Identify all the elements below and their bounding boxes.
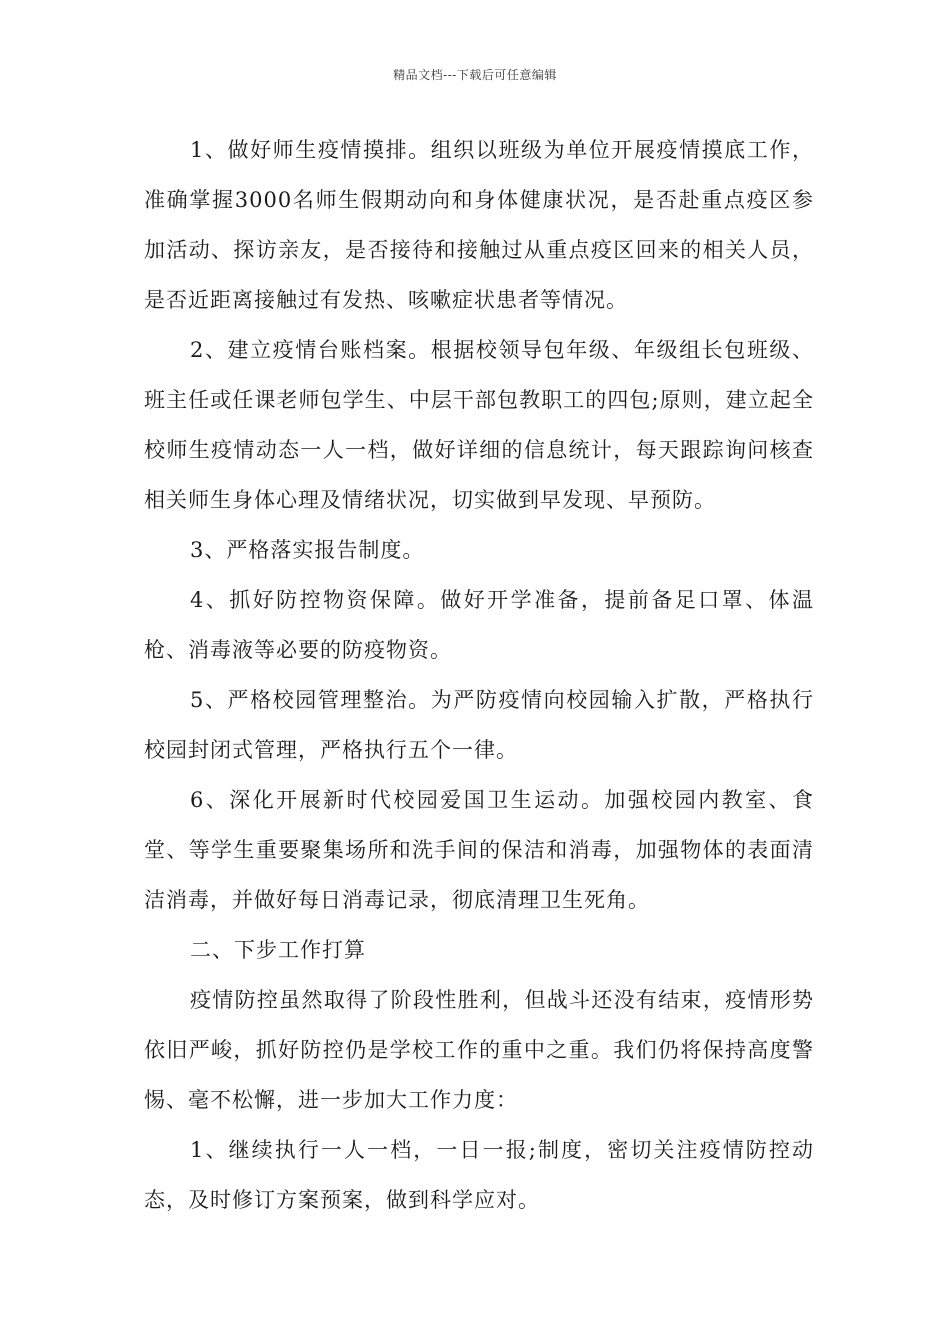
paragraph-8: 1、继续执行一人一档，一日一报;制度，密切关注疫情防控动态，及时修订方案预案，做到科学应对。 [144, 1138, 814, 1212]
section-heading: 二、下步工作打算 [190, 938, 366, 962]
page-header: 精品文档---下载后可任意编辑 [393, 68, 557, 82]
paragraph-4: 4、抓好防控物资保障。做好开学准备，提前备足口罩、体温枪、消毒液等必要的防疫物资。 [144, 588, 814, 662]
paragraph-1: 1、做好师生疫情摸排。组织以班级为单位开展疫情摸底工作，准确掌握3000名师生假期动向和身体健康状况，是否赴重点疫区参加活动、探访亲友，是否接待和接触过从重点疫区回来的相关人员，是否近距离接触过有发热、咳嗽症状患者等情况。 [144, 138, 814, 312]
paragraph-3: 3、严格落实报告制度。 [190, 538, 425, 562]
paragraph-2: 2、建立疫情台账档案。根据校领导包年级、年级组长包班级、班主任或任课老师包学生、中层干部包教职工的四包;原则，建立起全校师生疫情动态一人一档，做好详细的信息统计，每天跟踪询问核查相关师生身体心理及情绪状况，切实做到早发现、早预防。 [144, 338, 814, 512]
paragraph-7: 疫情防控虽然取得了阶段性胜利，但战斗还没有结束，疫情形势依旧严峻，抓好防控仍是学校工作的重中之重。我们仍将保持高度警惕、毫不松懈，进一步加大工作力度： [144, 988, 814, 1112]
document-body [144, 125, 814, 1225]
paragraph-6: 6、深化开展新时代校园爱国卫生运动。加强校园内教室、食堂、等学生重要聚集场所和洗手间的保洁和消毒，加强物体的表面清洁消毒，并做好每日消毒记录，彻底清理卫生死角。 [144, 788, 814, 912]
paragraph-5: 5、严格校园管理整治。为严防疫情向校园输入扩散，严格执行校园封闭式管理，严格执行五个一律。 [144, 688, 814, 762]
